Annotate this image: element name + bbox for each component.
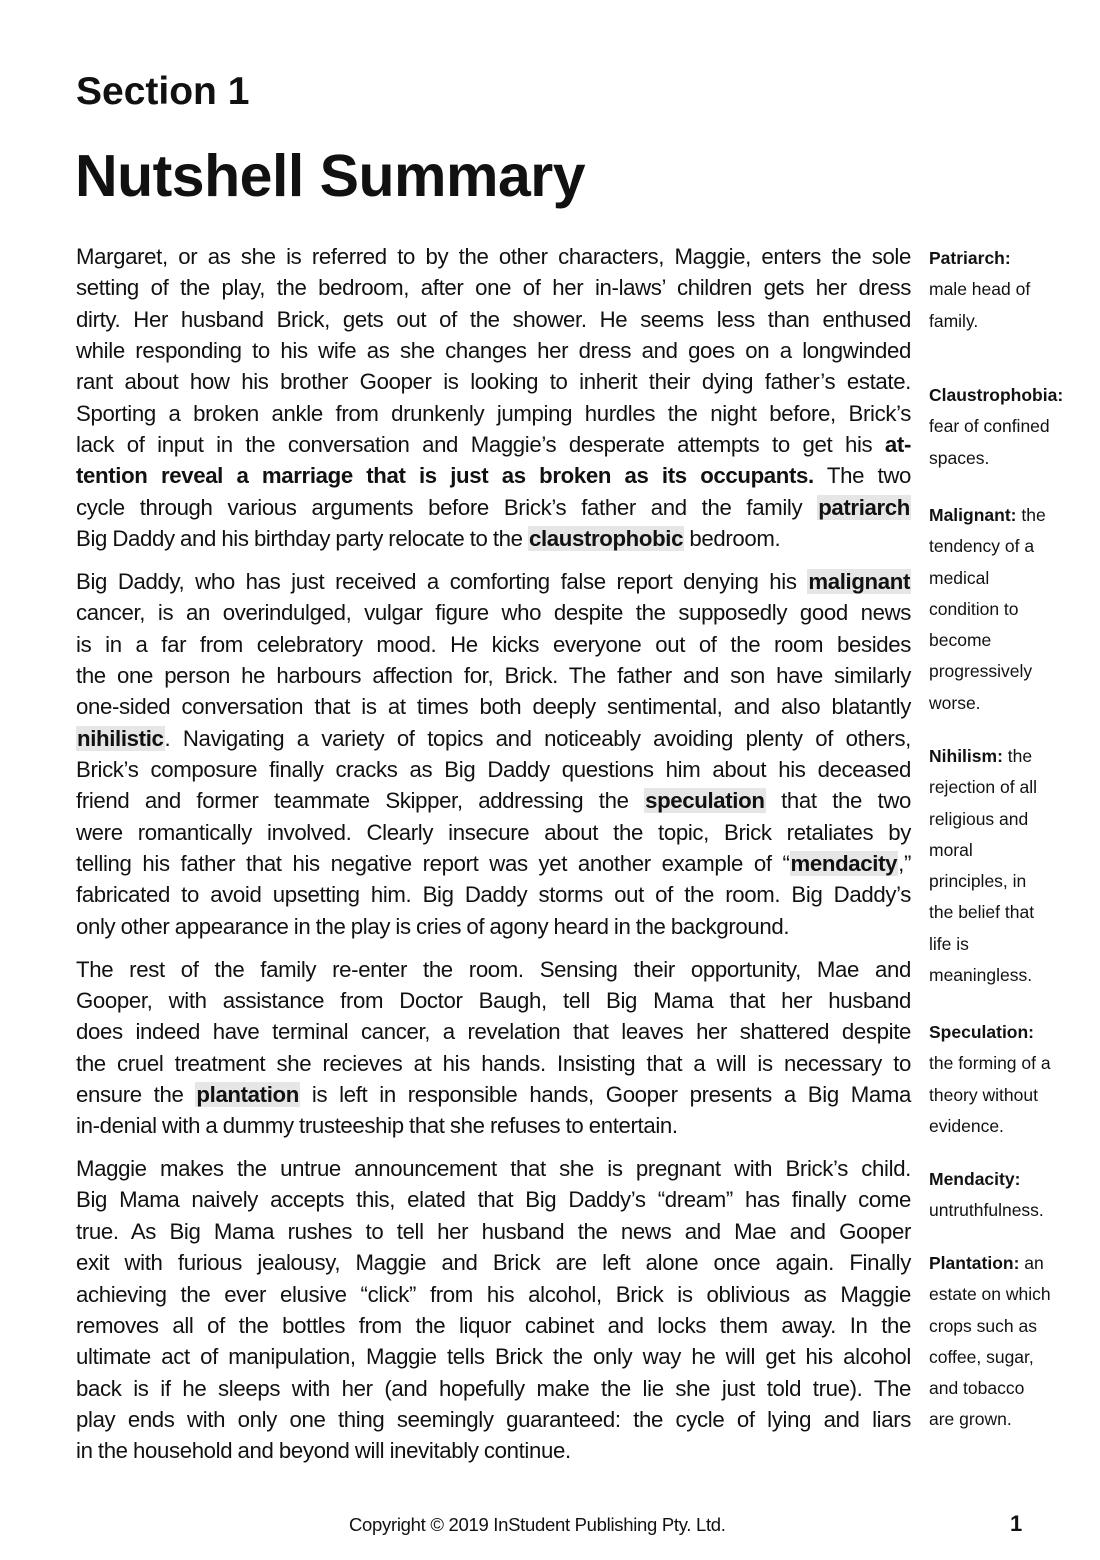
text-segment: bedroom. xyxy=(684,526,781,552)
glossary-definition: the forming of a xyxy=(929,1053,1051,1074)
text-line xyxy=(76,629,911,660)
glossary-definition: male head of xyxy=(929,279,1031,300)
text-segment: were romantically involved. Clearly insecure about the topic, Brick retaliates by xyxy=(76,819,911,845)
glossary-definition: life is xyxy=(929,933,969,954)
page-title: Nutshell Summary xyxy=(75,143,586,209)
text-line xyxy=(76,398,911,429)
glossary-definition: and tobacco xyxy=(929,1378,1025,1399)
text-line xyxy=(76,1110,911,1141)
glossary-definition: progressively xyxy=(929,661,1033,682)
page-number: 1 xyxy=(1010,1511,1023,1536)
glossary-term: Mendacity: xyxy=(929,1169,1021,1189)
text-line xyxy=(76,272,911,303)
text-line xyxy=(76,1016,911,1047)
glossary-definition: the xyxy=(1002,746,1033,766)
text-segment: in-denial with a dummy trusteeship that she refuses to entertain. xyxy=(76,1113,678,1139)
text-segment: that the two xyxy=(765,788,911,814)
glossary-term-highlight: malignant xyxy=(808,568,910,594)
text-segment: telling his father that his negative report was yet another example of “ xyxy=(76,851,790,877)
text-line xyxy=(76,1279,911,1310)
text-segment: setting of the play, the bedroom, after one of her in-laws’ children gets her dress xyxy=(76,275,911,301)
glossary-definition: rejection of all xyxy=(929,777,1037,798)
text-segment: removes all of the bottles from the liquor cabinet and locks them away. In the xyxy=(76,1312,911,1338)
text-segment: Big Daddy and his birthday party relocate to the xyxy=(76,526,528,552)
text-line xyxy=(76,1247,911,1278)
text-segment: Sporting a broken ankle from drunkenly jumping hurdles the night before, Brick’s xyxy=(76,400,911,426)
text-segment: lack of input in the conversation and Maggie’s desperate attempts to get his xyxy=(76,432,885,458)
glossary-definition: fear of confined xyxy=(929,416,1050,437)
text-line xyxy=(76,879,911,910)
glossary-entry xyxy=(929,380,1063,474)
text-segment: Big Mama naively accepts this, elated that Big Daddy’s “dream” has finally come xyxy=(76,1187,911,1213)
text-segment: only other appearance in the play is cries of agony heard in the background. xyxy=(76,913,790,939)
text-line xyxy=(76,1048,911,1079)
text-segment: is in a far from celebratory mood. He kicks everyone out of the room besides xyxy=(76,631,911,657)
glossary-term: Malignant: xyxy=(929,505,1017,525)
text-line xyxy=(76,754,911,785)
text-line xyxy=(76,1373,911,1404)
text-segment: ensure the xyxy=(76,1081,196,1107)
text-segment: the cruel treatment she recieves at his hands. Insisting that a will is necessary to xyxy=(76,1050,911,1076)
text-line xyxy=(76,985,911,1016)
text-segment: Big Daddy, who has just received a comforting false report denying his xyxy=(76,568,808,594)
section-label: Section 1 xyxy=(76,70,250,113)
footer-copyright: Copyright © 2019 InStudent Publishing Pty. Ltd. xyxy=(349,1514,726,1535)
text-line xyxy=(76,911,911,942)
glossary-line xyxy=(929,380,1063,411)
glossary-definition: medical xyxy=(929,567,990,588)
text-segment: ,” xyxy=(898,851,911,877)
text-segment: one-sided conversation that is at times both deeply sentimental, and also blatantly xyxy=(76,694,911,720)
text-line xyxy=(76,785,911,816)
text-line xyxy=(76,429,911,460)
text-segment: rant about how his brother Gooper is looking to inherit their dying father’s estate. xyxy=(76,369,911,395)
text-segment: Gooper, with assistance from Doctor Baugh, tell Big Mama that her husband xyxy=(76,987,911,1013)
glossary-definition: the xyxy=(1016,505,1046,525)
text-segment: fabricated to avoid upsetting him. Big Daddy storms out of the room. Big Daddy’s xyxy=(76,882,911,908)
glossary-term: Nihilism: xyxy=(929,746,1003,766)
glossary-definition: theory without xyxy=(929,1084,1038,1105)
glossary-definition: evidence. xyxy=(929,1115,1004,1136)
text-segment: does indeed have terminal cancer, a revelation that leaves her shattered despite xyxy=(76,1019,911,1045)
text-segment: play ends with only one thing seemingly guaranteed: the cycle of lying and liars xyxy=(76,1406,911,1432)
summary-paragraph xyxy=(76,566,911,942)
text-segment: friend and former teammate Skipper, addressing the xyxy=(76,788,645,814)
glossary-entry xyxy=(929,1017,1051,1142)
glossary-definition: estate on which xyxy=(929,1284,1051,1305)
text-segment: cycle through various arguments before Brick’s father and the family xyxy=(76,494,818,520)
text-segment: achieving the ever elusive “click” from his alcohol, Brick is oblivious as Maggie xyxy=(76,1281,911,1307)
text-segment: exit with furious jealousy, Maggie and Brick are left alone once again. Finally xyxy=(76,1250,911,1276)
glossary-line xyxy=(929,741,1037,772)
text-line xyxy=(76,1310,911,1341)
text-segment: back is if he sleeps with her (and hopefully make the lie she just told true). The xyxy=(76,1375,911,1401)
glossary-term: Speculation: xyxy=(929,1022,1035,1042)
glossary-definition: tendency of a xyxy=(929,536,1035,557)
glossary-line xyxy=(929,500,1046,531)
text-line xyxy=(76,492,911,523)
text-line xyxy=(76,241,911,272)
text-line xyxy=(76,1079,911,1110)
glossary-definition: are grown. xyxy=(929,1409,1012,1430)
glossary-line xyxy=(929,243,1030,274)
glossary-term: Patriarch: xyxy=(929,248,1011,268)
text-line xyxy=(76,597,911,628)
text-line xyxy=(76,566,911,597)
text-line xyxy=(76,1404,911,1435)
summary-paragraph xyxy=(76,954,911,1142)
text-line xyxy=(76,954,911,985)
glossary-definition: condition to xyxy=(929,598,1019,619)
glossary-definition: worse. xyxy=(929,692,981,713)
glossary-term-highlight: plantation xyxy=(196,1081,299,1107)
glossary-definition: meaningless. xyxy=(929,965,1033,986)
glossary-line xyxy=(929,1164,1044,1195)
text-segment: is left in responsible hands, Gooper presents a Big Mama xyxy=(299,1081,911,1107)
glossary-definition: the belief that xyxy=(929,902,1035,923)
glossary-entry xyxy=(929,1248,1051,1436)
text-segment: Brick’s composure finally cracks as Big Daddy questions him about his deceased xyxy=(76,757,911,782)
glossary-term: Claustrophobia: xyxy=(929,385,1064,405)
glossary-entry xyxy=(929,741,1037,991)
glossary-definition: untruthfulness. xyxy=(929,1200,1044,1221)
text-segment: true. As Big Mama rushes to tell her husband the news and Mae and Gooper xyxy=(76,1218,911,1244)
glossary-line xyxy=(929,1017,1051,1048)
glossary-definition: family. xyxy=(929,310,979,331)
glossary-definition: spaces. xyxy=(929,447,990,468)
bold-emphasis: tention reveal a marriage that is just as broken as its occupants. xyxy=(76,463,814,489)
text-line xyxy=(76,1184,911,1215)
glossary-term-highlight: speculation xyxy=(645,788,765,814)
text-line xyxy=(76,660,911,691)
glossary-term-highlight: nihilistic xyxy=(77,725,164,751)
glossary-term-highlight: patriarch xyxy=(818,494,910,520)
glossary-term-highlight: claustrophobic xyxy=(528,526,684,552)
text-segment: ultimate act of manipulation, Maggie tells Brick the only way he will get his alcohol xyxy=(76,1344,911,1370)
text-line xyxy=(76,1341,911,1372)
text-segment: The two xyxy=(813,463,911,489)
text-segment: while responding to his wife as she changes her dress and goes on a longwinded xyxy=(76,338,911,364)
text-line xyxy=(76,1153,911,1184)
text-line xyxy=(76,304,911,335)
glossary-line xyxy=(929,1248,1051,1279)
text-line xyxy=(76,523,911,554)
text-segment: The rest of the family re-enter the room. Sensing their opportunity, Mae and xyxy=(76,956,911,982)
bold-emphasis: at- xyxy=(884,432,911,458)
text-line xyxy=(76,366,911,397)
glossary-entry xyxy=(929,500,1046,719)
text-segment: the one person he harbours affection for, Brick. The father and son have similarly xyxy=(76,662,911,688)
summary-body xyxy=(76,241,911,1478)
text-line xyxy=(76,691,911,722)
glossary-definition: religious and xyxy=(929,808,1029,829)
glossary-definition: moral xyxy=(929,839,973,860)
text-line xyxy=(76,460,911,491)
glossary-entry xyxy=(929,1164,1044,1227)
glossary-definition: an xyxy=(1019,1253,1044,1273)
summary-paragraph xyxy=(76,1153,911,1466)
text-segment: in the household and beyond will inevitably continue. xyxy=(76,1438,571,1464)
glossary-definition: crops such as xyxy=(929,1315,1037,1336)
text-line xyxy=(76,1435,911,1466)
text-line xyxy=(76,723,911,754)
text-line xyxy=(76,817,911,848)
glossary-term: Plantation: xyxy=(929,1253,1020,1273)
text-segment: dirty. Her husband Brick, gets out of the shower. He seems less than enthused xyxy=(76,306,911,332)
text-line xyxy=(76,848,911,879)
text-segment: Maggie makes the untrue announcement that she is pregnant with Brick’s child. xyxy=(76,1156,911,1182)
summary-paragraph xyxy=(76,241,911,554)
glossary-entry xyxy=(929,243,1030,337)
glossary-definition: coffee, sugar, xyxy=(929,1346,1034,1367)
text-segment: cancer, is an overindulged, vulgar figure who despite the supposedly good news xyxy=(76,600,911,626)
glossary-definition: become xyxy=(929,630,992,651)
text-line xyxy=(76,335,911,366)
text-segment: . Navigating a variety of topics and noticeably avoiding plenty of others, xyxy=(164,725,911,751)
text-segment: Margaret, or as she is referred to by the other characters, Maggie, enters the sole xyxy=(76,244,911,269)
glossary-term-highlight: mendacity xyxy=(790,851,898,877)
glossary-definition: principles, in xyxy=(929,871,1027,892)
text-line xyxy=(76,1216,911,1247)
